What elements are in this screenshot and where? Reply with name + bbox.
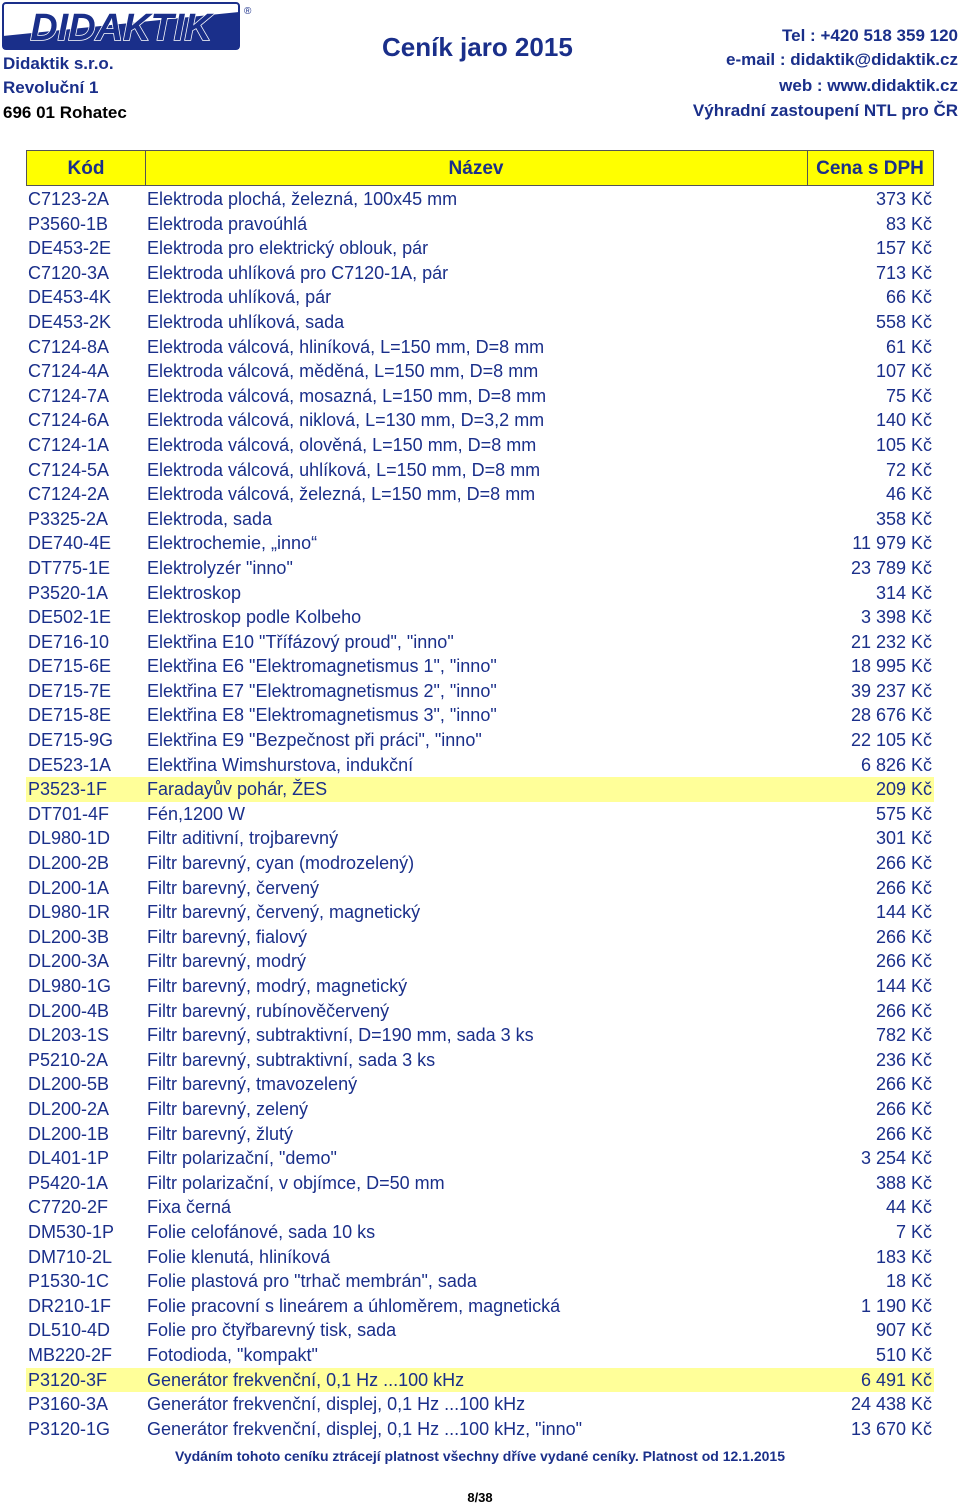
product-code: DE740-4E [28,533,112,554]
product-name: Fixa černá [147,1197,232,1218]
product-code: C7124-4A [28,361,110,382]
product-name: Elektroda uhlíková, pár [147,287,332,308]
table-row [26,654,934,679]
product-code: DL200-2A [28,1098,110,1119]
product-name: Elektřina Wimshurstova, indukční [147,754,414,775]
column-header-code: Kód [27,151,146,185]
product-code: P3325-2A [28,508,109,529]
product-code: DE453-2E [28,238,112,259]
table-row [26,1392,934,1417]
product-price: 266 Kč [875,1098,932,1119]
product-price: 782 Kč [875,1025,932,1046]
table-row [26,679,934,704]
table-row [26,777,934,802]
product-code: P3120-3F [28,1369,108,1390]
product-name: Generátor frekvenční, displej, 0,1 Hz ...100 kHz [147,1394,526,1415]
product-name: Filtr barevný, žlutý [147,1123,294,1144]
product-price: 266 Kč [875,1000,932,1021]
table-row [26,1220,934,1245]
table-row [26,384,934,409]
product-price: 7 Kč [895,1221,932,1242]
product-price: 907 Kč [875,1320,932,1341]
table-row [26,1318,934,1343]
product-price: 373 Kč [875,189,932,209]
product-code: P3560-1B [28,213,109,234]
table-row [26,999,934,1024]
product-code: DE523-1A [28,754,112,775]
product-code: DL200-3B [28,926,110,947]
product-code: DE453-4K [28,287,112,308]
product-name: Elektrolyzér "inno" [147,557,293,578]
table-row [26,1294,934,1319]
table-row [26,507,934,532]
column-header-price: Cena s DPH [816,158,924,179]
product-name: Folie pracovní s lineárem a úhloměrem, magnetická [147,1295,561,1316]
product-price: 266 Kč [875,877,932,898]
product-code: DL401-1P [28,1148,110,1169]
product-code: P5210-2A [28,1049,109,1070]
product-code: P3160-3A [28,1394,109,1415]
product-code: DE715-8E [28,705,112,726]
product-code: DT775-1E [28,557,111,578]
table-row [26,630,934,655]
product-price: 358 Kč [875,508,932,529]
table-row [26,1097,934,1122]
product-price: 140 Kč [875,410,932,431]
product-code: DL200-1A [28,877,110,898]
product-name: Filtr barevný, tmavozelený [147,1074,358,1095]
product-price: 1 190 Kč [860,1295,932,1316]
product-price: 266 Kč [875,1123,932,1144]
product-name: Elektřina E6 "Elektromagnetismus 1", "inno" [147,656,497,677]
table-row [26,1146,934,1171]
product-name: Elektřina E8 "Elektromagnetismus 3", "inno" [147,705,497,726]
product-code: DE715-7E [28,680,112,701]
table-row [26,949,934,974]
product-code: P5420-1A [28,1172,109,1193]
product-price: 266 Kč [875,926,932,947]
table-row [26,310,934,335]
product-price: 236 Kč [875,1049,932,1070]
contact-email[interactable]: e-mail : didaktik@didaktik.cz [726,50,958,69]
product-name: Filtr barevný, červený [147,877,320,898]
pricelist-title: Ceník jaro 2015 [382,32,573,62]
product-code: DR210-1F [28,1295,112,1316]
product-price: 18 Kč [885,1271,932,1292]
page-number: 8/38 [467,1490,493,1505]
product-name: Elektrochemie, „inno“ [147,533,318,554]
product-price: 21 232 Kč [850,631,932,652]
product-price: 83 Kč [885,213,932,234]
product-name: Filtr barevný, subtraktivní, D=190 mm, sada 3 ks [147,1025,534,1046]
product-price: 510 Kč [875,1344,932,1365]
product-price: 107 Kč [875,361,932,382]
product-code: DL980-1G [28,976,112,996]
product-name: Elektroskop [147,582,242,603]
product-name: Elektroda plochá, železná, 100x45 mm [147,189,458,209]
product-name: Elektroda válcová, olověná, L=150 mm, D=8 mm [147,434,537,455]
product-price: 301 Kč [875,828,932,849]
product-price: 713 Kč [875,262,932,283]
product-name: Fotodioda, "kompakt" [147,1344,318,1365]
product-price: 266 Kč [875,1074,932,1095]
product-code: DE715-6E [28,656,112,677]
table-row [26,876,934,901]
product-price: 44 Kč [885,1197,932,1218]
product-code: C7124-7A [28,385,110,406]
registered-mark: ® [244,6,252,17]
product-name: Fén,1200 W [147,803,246,824]
product-name: Filtr barevný, cyan (modrozelený) [147,853,415,874]
product-name: Filtr barevný, subtraktivní, sada 3 ks [147,1049,436,1070]
table-row [26,802,934,827]
product-code: DL200-5B [28,1074,110,1095]
product-code: MB220-2F [28,1344,113,1365]
product-code: P3520-1A [28,582,109,603]
product-name: Folie celofánové, sada 10 ks [147,1221,376,1242]
product-name: Elektroda válcová, niklová, L=130 mm, D=3,2 mm [147,410,545,431]
product-name: Elektroda válcová, železná, L=150 mm, D=8 mm [147,484,536,505]
table-row [26,261,934,286]
table-row [26,236,934,261]
product-name: Generátor frekvenční, 0,1 Hz ...100 kHz [147,1369,465,1390]
product-code: C7124-2A [28,484,110,505]
product-code: DL200-3A [28,951,110,972]
product-price: 575 Kč [875,803,932,824]
table-row [26,974,934,999]
product-price: 72 Kč [885,459,932,480]
product-price: 558 Kč [875,311,932,332]
table-row [26,1171,934,1196]
product-price: 144 Kč [875,976,932,996]
company-street: Revoluční 1 [3,78,99,97]
didaktik-logo [2,2,250,50]
product-price: 66 Kč [885,287,932,308]
product-price: 39 237 Kč [850,680,932,701]
product-name: Filtr barevný, rubínověčervený [147,1000,390,1021]
product-name: Elektroda válcová, hliníková, L=150 mm, D=8 mm [147,336,545,357]
product-price: 157 Kč [875,238,932,259]
table-row [26,285,934,310]
table-row [26,556,934,581]
product-price: 3 254 Kč [860,1148,932,1169]
product-price: 105 Kč [875,434,932,455]
product-price: 22 105 Kč [850,730,932,751]
product-price: 75 Kč [885,385,932,406]
product-code: P3523-1F [28,779,108,800]
table-row [26,1122,934,1147]
product-name: Filtr polarizační, v objímce, D=50 mm [147,1172,445,1193]
table-row [26,212,934,237]
product-name: Filtr polarizační, "demo" [147,1148,337,1169]
product-code: DE715-9G [28,730,114,751]
product-price: 11 979 Kč [852,533,932,554]
product-name: Elektroda, sada [147,508,273,529]
product-name: Generátor frekvenční, displej, 0,1 Hz ...100 kHz, "inno" [147,1418,582,1439]
product-name: Folie pro čtyřbarevný tisk, sada [147,1320,397,1341]
product-code: DE453-2K [28,311,112,332]
contact-phone: Tel : +420 518 359 120 [782,26,958,45]
contact-web[interactable]: web : www.didaktik.cz [779,76,958,95]
product-price: 24 438 Kč [850,1394,932,1415]
product-price: 18 995 Kč [850,656,932,677]
product-code: C7123-2A [28,189,110,209]
product-name: Elektřina E7 "Elektromagnetismus 2", "inno" [147,680,497,701]
product-name: Elektřina E10 "Třífázový proud", "inno" [147,631,454,652]
product-name: Elektroda válcová, měděná, L=150 mm, D=8 mm [147,361,539,382]
product-name: Elektroda pravoúhlá [147,213,308,234]
table-row [26,900,934,925]
product-name: Folie klenutá, hliníková [147,1246,331,1267]
product-price: 6 491 Kč [860,1369,932,1390]
table-row [26,1417,934,1442]
product-name: Elektřina E9 "Bezpečnost při práci", "inno" [147,730,482,751]
table-row [26,1269,934,1294]
product-code: DL980-1D [28,828,111,849]
table-row [26,1072,934,1097]
product-code: DM530-1P [28,1221,115,1242]
table-row [26,1343,934,1368]
table-row [26,581,934,606]
table-row [26,728,934,753]
product-name: Folie plastová pro "trhač membrán", sada [147,1271,477,1292]
table-row [26,1368,934,1393]
product-price: 13 670 Kč [850,1418,932,1439]
table-row [26,359,934,384]
company-city: 696 01 Rohatec [3,103,127,122]
table-row [26,335,934,360]
product-name: Filtr barevný, fialový [147,926,308,947]
table-row [26,1245,934,1270]
table-row [26,851,934,876]
product-code: DL200-1B [28,1123,110,1144]
table-row [26,187,934,212]
table-row [26,605,934,630]
product-name: Elektroda válcová, uhlíková, L=150 mm, D=8 mm [147,459,541,480]
product-name: Elektroda válcová, mosazná, L=150 mm, D=8 mm [147,385,547,406]
product-code: DE502-1E [28,607,112,628]
product-price: 6 826 Kč [860,754,932,775]
product-price: 144 Kč [875,902,932,923]
product-code: C7124-6A [28,410,110,431]
product-code: P3120-1G [28,1418,111,1439]
column-header-name: Název [145,151,808,185]
product-code: P1530-1C [28,1271,110,1292]
exclusive-representation: Výhradní zastoupení NTL pro ČR [692,101,958,120]
product-name: Faradayův pohár, ŽES [147,779,328,800]
table-row [26,753,934,778]
product-price: 46 Kč [885,484,932,505]
page-header [0,0,960,140]
product-code: DE716-10 [28,631,110,652]
product-code: C7124-1A [28,434,110,455]
product-price: 314 Kč [875,582,932,603]
product-name: Filtr barevný, zelený [147,1098,309,1119]
validity-note: Vydáním tohoto ceníku ztrácejí platnost všechny dříve vydané ceníky. Platnost od 12.1.2015 [175,1448,785,1464]
product-price: 28 676 Kč [850,705,932,726]
product-price: 266 Kč [875,951,932,972]
product-code: DL200-4B [28,1000,110,1021]
product-code: DL510-4D [28,1320,111,1341]
product-name: Elektroda uhlíková, sada [147,311,345,332]
table-row [26,1023,934,1048]
price-table-body [26,187,934,1441]
product-code: C7124-8A [28,336,110,357]
product-name: Filtr barevný, modrý [147,951,307,972]
product-name: Filtr barevný, červený, magnetický [147,902,421,923]
product-name: Elektroda pro elektrický oblouk, pár [147,238,429,259]
table-row [26,482,934,507]
product-code: DL980-1R [28,902,111,923]
product-name: Filtr aditivní, trojbarevný [147,828,339,849]
product-name: Filtr barevný, modrý, magnetický [147,976,408,996]
product-code: DL203-1S [28,1025,110,1046]
company-name: Didaktik s.r.o. [3,54,114,73]
product-code: DT701-4F [28,803,110,824]
product-name: Elektroskop podle Kolbeho [147,607,362,628]
table-row [26,925,934,950]
logo-text: DIDAKTIK [30,7,212,49]
table-row [26,826,934,851]
product-code: DM710-2L [28,1246,113,1267]
product-price: 3 398 Kč [860,607,932,628]
table-row [26,458,934,483]
product-code: DL200-2B [28,853,110,874]
product-code: C7124-5A [28,459,110,480]
table-row [26,433,934,458]
table-row [26,703,934,728]
table-header [26,150,934,186]
product-code: C7120-3A [28,262,110,283]
product-price: 388 Kč [875,1172,932,1193]
product-price: 209 Kč [875,779,932,800]
product-name: Elektroda uhlíková pro C7120-1A, pár [147,262,449,283]
table-row [26,1195,934,1220]
table-row [26,408,934,433]
table-row [26,531,934,556]
product-price: 23 789 Kč [850,557,932,578]
product-code: C7720-2F [28,1197,109,1218]
product-price: 266 Kč [875,853,932,874]
table-row [26,1048,934,1073]
product-price: 61 Kč [885,336,932,357]
product-price: 183 Kč [875,1246,932,1267]
